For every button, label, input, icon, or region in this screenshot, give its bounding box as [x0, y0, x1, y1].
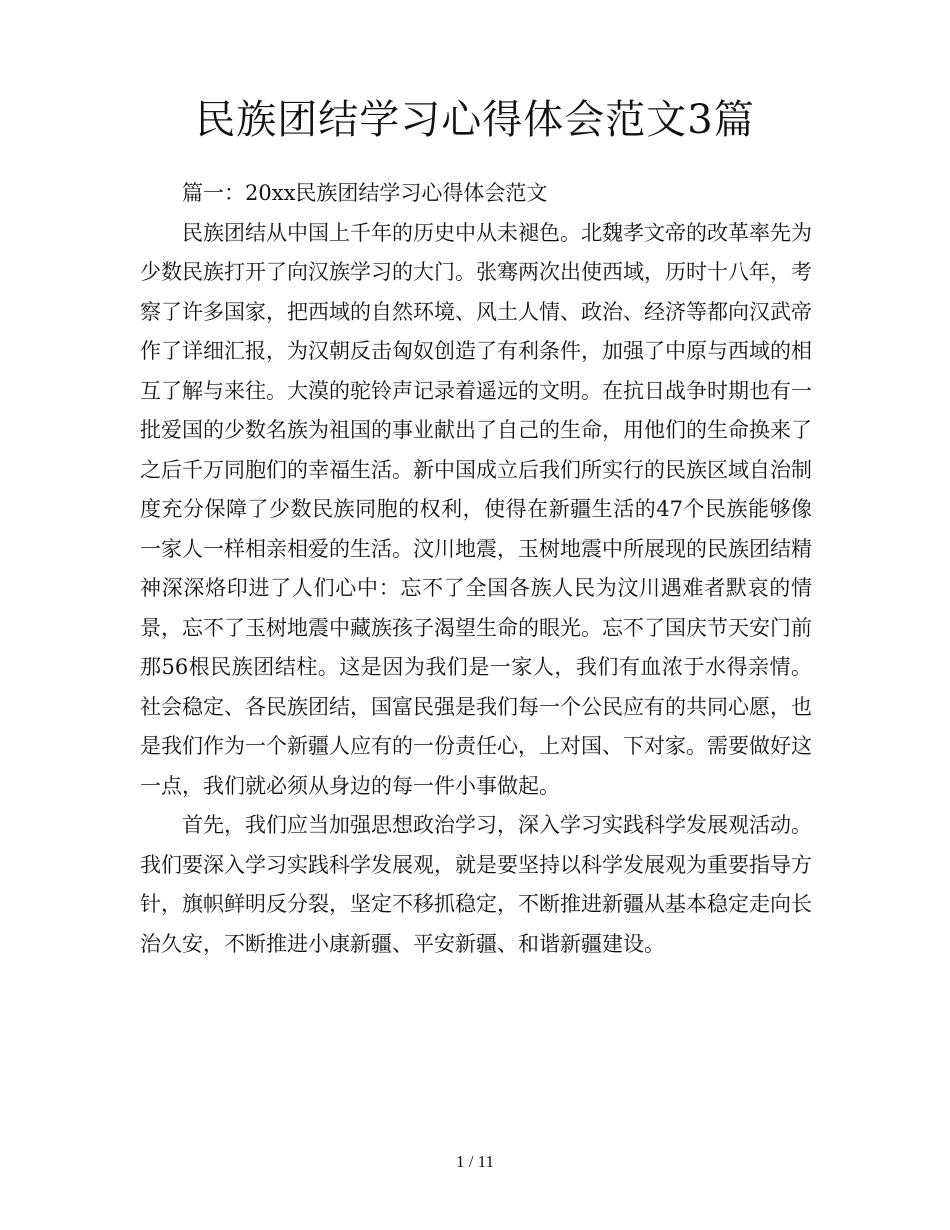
section-heading: 篇一：20xx民族团结学习心得体会范文 [182, 181, 548, 205]
page-number: 1 / 11 [455, 1152, 495, 1171]
document-body [140, 174, 812, 964]
body-paragraph-1: 民族团结从中国上千年的历史中从未褪色。北魏孝文帝的改革率先为少数民族打开了向汉族学习的大门。张骞两次出使西域，历时十八年，考察了许多国家，把西域的自然环境、风土人情、政治、经济等都向汉武帝作了详细汇报，为汉朝反击匈奴创造了有利条件，加强了中原与西域的相互了解与来往。大漠的驼铃声记录着遥远的文明。在抗日战争时期也有一批爱国的少数名族为祖国的事业献出了自己的生命，用他们的生命换来了之后千万同胞们的幸福生活。新中国成立后我们所实行的民族区域自治制度充分保障了少数民族同胞的权利，使得在新疆生活的47个民族能够像一家人一样相亲相爱的生活。汶川地震，玉树地震中所展现的民族团结精神深深烙印进了人们心中：忘不了全国各族人民为汶川遇难者默哀的情景，忘不了玉树地震中藏族孩子渴望生命的眼光。忘不了国庆节天安门前那56根民族团结柱。这是因为我们是一家人，我们有血浓于水得亲情。社会稳定、各民族团结，国富民强是我们每一个公民应有的共同心愿，也是我们作为一个新疆人应有的一份责任心，上对国、下对家。需要做好这一点，我们就必须从身边的每一件小事做起。 [140, 220, 812, 798]
body-paragraph-2: 首先，我们应当加强思想政治学习，深入学习实践科学发展观活动。我们要深入学习实践科学发展观，就是要坚持以科学发展观为重要指导方针，旗帜鲜明反分裂，坚定不移抓稳定，不断推进新疆从基本稳定走向长治久安，不断推进小康新疆、平安新疆、和谐新疆建设。 [140, 813, 812, 956]
document-title: 民族团结学习心得体会范文3篇 [195, 97, 755, 143]
